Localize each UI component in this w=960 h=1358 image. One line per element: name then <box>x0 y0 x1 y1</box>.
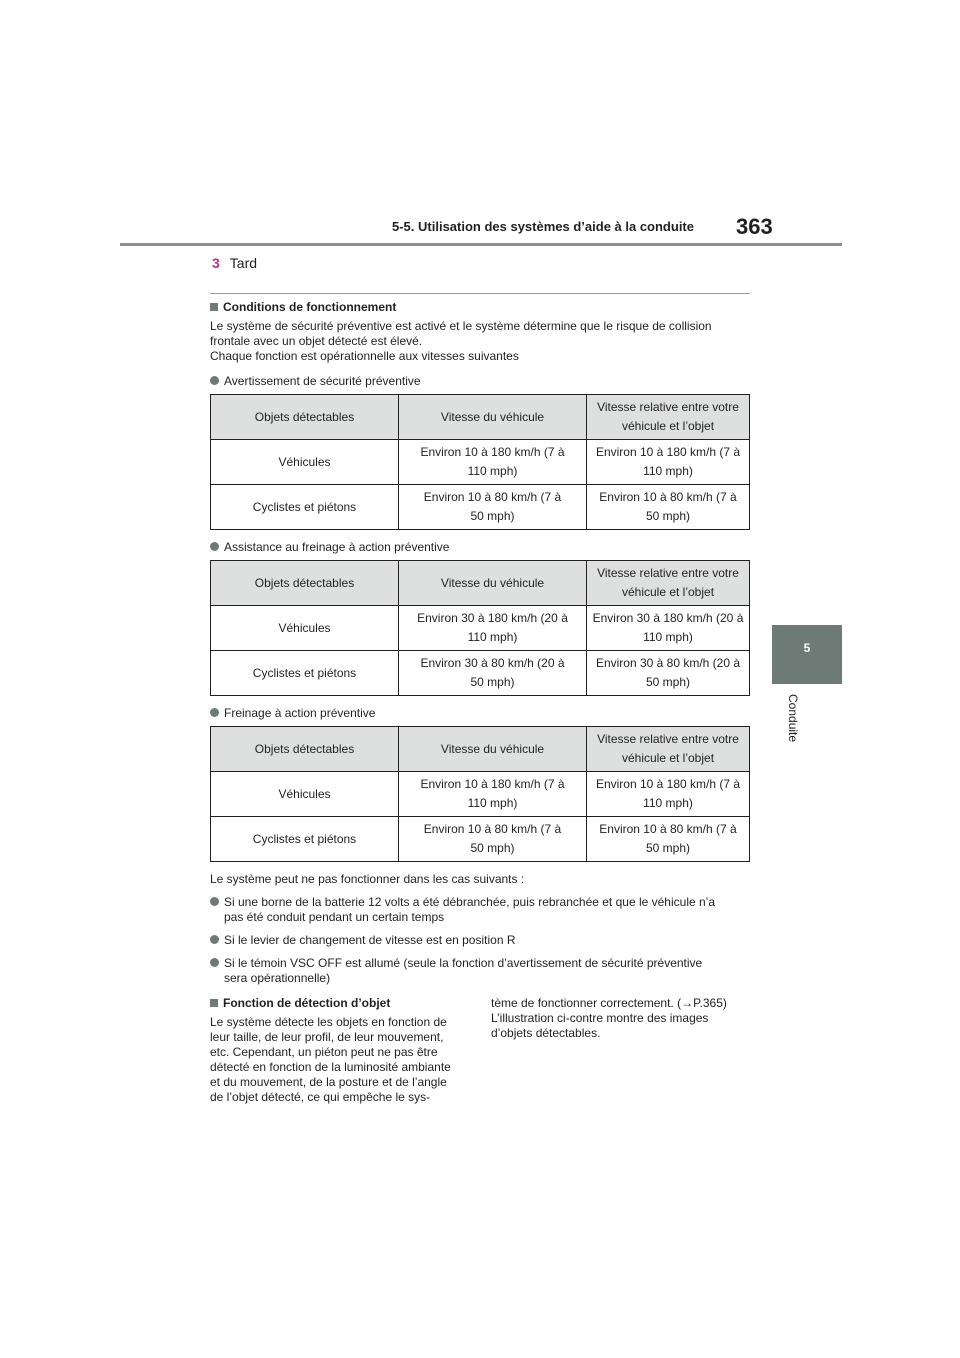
table-cell: Cyclistes et piétons <box>211 485 399 530</box>
detection-heading <box>210 996 390 1010</box>
header-cell: Objets détectables <box>211 561 399 606</box>
table-row <box>211 772 750 817</box>
table-cell: Environ 30 à 180 km/h (20 à 110 mph) <box>399 606 587 651</box>
intro-line: frontale avec un objet détecté est élevé. <box>210 334 423 348</box>
table-row <box>211 651 750 696</box>
speed-table-warning <box>210 394 750 530</box>
limitation-item: Si le témoin VSC OFF est allumé (seule la fonction d’avertissement de sécurité préventive sera opérationnelle) <box>210 956 764 986</box>
detection-title: Fonction de détection d’objet <box>223 996 391 1010</box>
table-header-row <box>211 561 750 606</box>
table-cell: Environ 10 à 80 km/h (7 à 50 mph) <box>587 485 750 530</box>
round-bullet-icon <box>210 958 219 967</box>
square-bullet-icon <box>210 999 218 1007</box>
table-cell: Environ 30 à 180 km/h (20 à 110 mph) <box>587 606 750 651</box>
limitation-item: Si le levier de changement de vitesse est en position R <box>210 933 764 948</box>
detection-left-column: Le système détecte les objets en fonction de leur taille, de leur profil, de leur mouvement, etc. Cependant, un piéton peut ne pas être détecté en fonction de la luminosité ambiante et du mouvement, de la posture et de l’angle de l’objet détecté, ce qui empêche le sys- <box>210 1015 451 1104</box>
header-cell: Objets détectables <box>211 727 399 772</box>
table-row <box>211 606 750 651</box>
table-cell: Environ 10 à 180 km/h (7 à 110 mph) <box>399 440 587 485</box>
table-row <box>211 485 750 530</box>
limitation-item: Si une borne de la batterie 12 volts a été débranchée, puis rebranchée et que le véhicule n’a pas été conduit pendant un certain temps <box>210 895 764 925</box>
table-header-row <box>211 395 750 440</box>
table-caption-3 <box>210 706 375 721</box>
table-cell: Environ 10 à 180 km/h (7 à 110 mph) <box>587 772 750 817</box>
chapter-label-text: Conduite <box>786 694 800 743</box>
table-cell: Environ 30 à 80 km/h (20 à 50 mph) <box>399 651 587 696</box>
section-divider <box>210 293 750 294</box>
header-cell: Objets détectables <box>211 395 399 440</box>
table-caption-1 <box>210 374 421 389</box>
table-cell: Environ 30 à 80 km/h (20 à 50 mph) <box>587 651 750 696</box>
caption-text: Freinage à action préventive <box>224 706 376 720</box>
caption-text: Avertissement de sécurité préventive <box>224 374 421 388</box>
round-bullet-icon <box>210 542 219 551</box>
detection-right-column: tème de fonctionner correctement. (→P.365) L’illustration ci-contre montre des images d’objets détectables. <box>491 996 727 1040</box>
conditions-title: Conditions de fonctionnement <box>223 300 397 314</box>
header-cell: Vitesse du véhicule <box>399 561 587 606</box>
table-cell: Cyclistes et piétons <box>211 651 399 696</box>
table-cell: Environ 10 à 80 km/h (7 à 50 mph) <box>587 817 750 862</box>
header-cell: Vitesse relative entre votre véhicule et l’objet <box>587 561 750 606</box>
chapter-tab: 5 <box>772 625 842 684</box>
header-cell: Vitesse relative entre votre véhicule et l’objet <box>587 395 750 440</box>
step-text: Tard <box>229 255 258 271</box>
conditions-intro <box>210 319 712 364</box>
header-cell: Vitesse du véhicule <box>399 727 587 772</box>
intro-line: Chaque fonction est opérationnelle aux vitesses suivantes <box>210 349 519 363</box>
table-row <box>211 817 750 862</box>
step-number: 3 <box>212 255 220 271</box>
table-cell: Véhicules <box>211 606 399 651</box>
conditions-heading <box>210 300 396 314</box>
header-cell: Vitesse du véhicule <box>399 395 587 440</box>
header-cell: Vitesse relative entre votre véhicule et l’objet <box>587 727 750 772</box>
step-item <box>212 255 257 271</box>
caption-text: Assistance au freinage à action préventive <box>224 540 450 554</box>
speed-table-brake-assist <box>210 560 750 696</box>
round-bullet-icon <box>210 708 219 717</box>
table-header-row <box>211 727 750 772</box>
table-cell: Environ 10 à 180 km/h (7 à 110 mph) <box>587 440 750 485</box>
table-cell: Environ 10 à 80 km/h (7 à 50 mph) <box>399 817 587 862</box>
table-row <box>211 440 750 485</box>
round-bullet-icon <box>210 935 219 944</box>
speed-table-brake <box>210 726 750 862</box>
table-cell: Véhicules <box>211 440 399 485</box>
round-bullet-icon <box>210 376 219 385</box>
table-cell: Environ 10 à 80 km/h (7 à 50 mph) <box>399 485 587 530</box>
table-cell: Véhicules <box>211 772 399 817</box>
chapter-side-label <box>776 694 816 764</box>
round-bullet-icon <box>210 897 219 906</box>
table-caption-2 <box>210 540 449 555</box>
square-bullet-icon <box>210 303 218 311</box>
table-cell: Cyclistes et piétons <box>211 817 399 862</box>
intro-line: Le système de sécurité préventive est activé et le système détermine que le risque de collision <box>210 319 712 333</box>
limitations-intro: Le système peut ne pas fonctionner dans les cas suivants : <box>210 872 525 886</box>
page-number: 363 <box>736 214 773 239</box>
header-divider <box>120 243 842 246</box>
section-header-title: 5-5. Utilisation des systèmes d’aide à la conduite <box>392 219 694 234</box>
table-cell: Environ 10 à 180 km/h (7 à 110 mph) <box>399 772 587 817</box>
